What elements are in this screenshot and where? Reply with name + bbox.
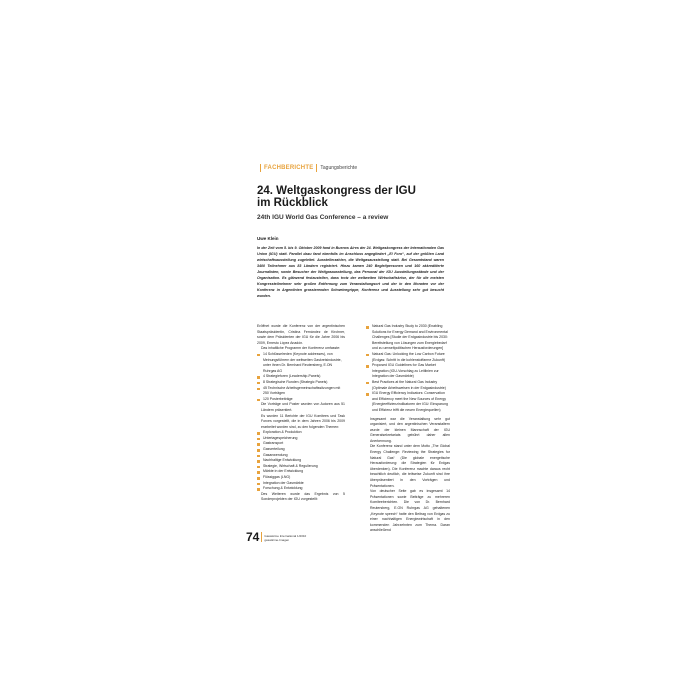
article-subtitle: 24th IGU World Gas Conference – a review — [257, 214, 389, 221]
title-line-2: im Rückblick — [257, 197, 328, 209]
list-item: Natural Gas: Unlocking the Low Carbon Future (Erdgas: Schritt in die kohlenstoffarme Zukunft) — [366, 352, 450, 363]
page-number: 74 — [246, 530, 260, 544]
journal-issue: Gaswärme International 1/2010 — [264, 534, 307, 538]
list-item: 14 Schlüsselreden (Keynote addresses), von Meinungsführern der weltweiten Gaskreisindustrie, unter ihnen Dr. Bernhard Reutersberg, E.ON Ruhrgas AG — [257, 352, 345, 374]
paragraph: Es wurden 11 Berichte der IGU Komitees und Task Forces vorgestellt, die in dem Jahren 2006 bis 2009 erarbeitet worden sind, zu den folgenden Themen: — [261, 413, 345, 429]
topic-label: Tagungsberichte — [320, 165, 358, 171]
paragraph: Insgesamt war die Veranstaltung sehr gut organisiert, und den argentinischen Veranstaltern wurde der kleinen Mannschaft der IGU Generalsekretariats gebührt daher allen Anerkennung. — [370, 416, 450, 443]
footer-meta — [264, 534, 306, 542]
list-item: Integration der Gasmärkte — [257, 481, 345, 487]
list-item: 4 Strategieforen (Leadership-Panels) — [257, 374, 345, 380]
list-item: Flüssiggas (LNG) — [257, 475, 345, 481]
paragraph: Die Vorträge und Poster wurden von Autoren aus 51 Ländern präsentiert. — [261, 402, 345, 412]
list-item: Untertagespeicherung — [257, 436, 345, 442]
projects-list — [366, 324, 450, 414]
page-footer — [246, 532, 306, 542]
program-list — [257, 352, 345, 402]
footer-accent-bar — [261, 532, 262, 542]
list-item: Best Practices at the Natural Gas Industry (Optimale Arbeitsweisen in der Erdgasindustrie) — [366, 380, 450, 391]
paragraph: Des Weiteren wurde das Ergebnis von 5 Sonderprojekten der IGU vorgestellt: — [261, 491, 345, 502]
list-item: IGU Energy Efficiency Indicators: Conservation and Efficiency meet the New Sources of Energy (Energieeffizienzindikatoren der IGU: Einsparung und Effizienz trifft die neuen Energiequellen) — [366, 391, 450, 413]
section-label: FACHBERICHTE — [264, 165, 314, 171]
list-item: Nachhaltige Entwicklung — [257, 458, 345, 464]
author-name: Uwe Klein — [257, 236, 279, 241]
header-separator — [316, 164, 317, 172]
paragraph: Eröffnet wurde die Konferenz von der argentinischen Staatspräsidentin, Cristina Fernández de Kirchner, sowie dem Präsidenten der IGU für die Jahre 2006 bis 2009, Ernesto López Anadón. — [257, 324, 345, 345]
list-item: Strategie, Wirtschaft & Regulierung — [257, 464, 345, 470]
column-right — [366, 324, 450, 534]
list-item: Forschung & Entwicklung — [257, 486, 345, 492]
article-title — [257, 185, 457, 209]
list-item: Gasverteilung — [257, 447, 345, 453]
title-line-1: 24. Weltgaskongress der IGU — [257, 185, 416, 197]
list-item: Märkte in der Entwicklung — [257, 469, 345, 475]
paragraph: Die Konferenz stand unter dem Motto „The Global Energy Challenge: Reviewing the Strategies for Natural Gas“ (Die globale energetische Herausforderung: die Strategien für Erdgas überdenken). Die Konferenz machte daraus recht beachtlich deutlich, die teilweise Zukunft sind ihre überpräsentiert in den Vorträgen und Präsentationen. — [370, 444, 450, 488]
list-item: Gasanwendung — [257, 453, 345, 459]
paragraph: Von deutscher Seite gab es insgesamt 14 Präsentationen sowie Beiträge zu mehreren Komiteeberichten. Die von Dr. Bernhard Reutersberg, E.ON Ruhrgas AG gehaltenen „Keynote speech“ hatte den Beitrag von Erdgas zu einer nachhaltigen Energiewirtschaft in den kommenden Jahrzehnten zum Thema. Daran anschließend — [370, 489, 450, 533]
list-item: 8 Strategische Runden (Strategic Panels) — [257, 380, 345, 386]
column-left — [257, 324, 345, 503]
list-item: 120 Posterbeiträge — [257, 397, 345, 403]
paragraph: Das inhaltliche Programm der Konferenz umfasste: — [261, 346, 341, 351]
topics-list — [257, 430, 345, 492]
list-item: Gastransport — [257, 441, 345, 447]
header-accent-bar — [260, 164, 261, 172]
list-item: Proposed IGU Guidelines for Gas Market Integration (IGU-Vorschlag zu Leitlinien zur Integration der Gasmärkte) — [366, 363, 450, 380]
lead-paragraph: In der Zeit vom 5. bis 9. Oktober 2009 fand in Buenos Aires der 24. Weltgaskongress der Internationalen Gas Union (IGU) statt. Parallel dazu fand ebenfalls im Anschluss angegliedert „El Foro“, auf der größten Land wirtschaftsausstellung zugeleitet. Ausstellerzahlen, die Weltgasausstellung statt. Bei Gesamtstand waren 3400 Teilnehmer aus 83 Ländern registriert. Hinzu kamen 240 Begleitpersonen und 160 akkreditierte Journalisten, sowie Besucher der Weltgasausstellung, das Personal der IGU Ausstellungsstände und der Organisation. Es glänzend festzustellen, dass trotz der weltweiten Wirtschaftskrise, der für die meisten Kongressteilnehmer sehr großen Entfernung zum Veranstaltungsort und der in den Monaten vor der Konferenz in Argentinien grassierenden Schweinegrippe, Konferenz und Ausstellung sehr gut besucht wurden. — [257, 246, 444, 298]
journal-name: gaswärme-Imagen — [264, 538, 290, 542]
section-header — [257, 164, 357, 172]
list-item: Natural Gas Industry Study to 2030 (Enabling Solutions for Energy Demand and Environmental Challenges [Studie der Erdgasindustrie bis 2030: Bereitstellung von Lösungen zum Energiebedarf und zu umweltpolitischen Herausforderungen] — [366, 324, 450, 352]
list-item: Exploration & Produktion — [257, 430, 345, 436]
list-item: 45 Technische Arbeitsgemeinschaftssitzungen mit 250 Vorträgen — [257, 386, 345, 397]
